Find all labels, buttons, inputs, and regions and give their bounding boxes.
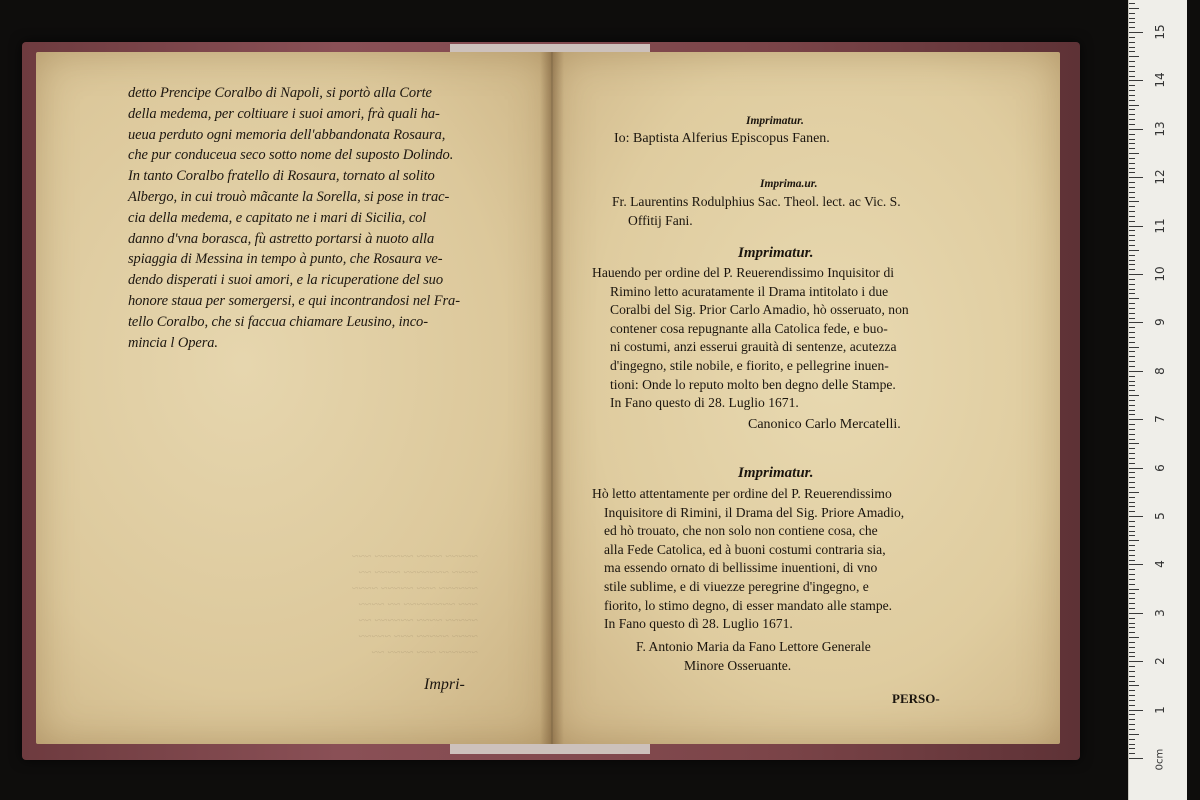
ruler-tick bbox=[1129, 139, 1135, 140]
ruler-tick bbox=[1129, 61, 1135, 62]
ruler-tick bbox=[1129, 550, 1135, 551]
ruler-tick bbox=[1129, 8, 1139, 9]
approval-line: ed hò trouato, che non solo non contiene cosa, che bbox=[604, 523, 878, 539]
ruler-tick bbox=[1129, 632, 1135, 633]
ruler-tick bbox=[1129, 3, 1135, 4]
ruler-tick bbox=[1129, 545, 1135, 546]
ruler-tick bbox=[1129, 637, 1139, 638]
ruler-tick bbox=[1129, 511, 1135, 512]
imprimatur-heading-2: Imprima.ur. bbox=[760, 178, 818, 190]
ruler-tick bbox=[1129, 230, 1135, 231]
ruler-tick bbox=[1129, 652, 1135, 653]
approval-line: ma essendo ornato di bellissime inuentioni, di vno bbox=[604, 560, 878, 576]
ruler-tick bbox=[1129, 424, 1135, 425]
ruler-tick bbox=[1129, 177, 1143, 178]
ruler-tick bbox=[1129, 492, 1139, 493]
left-line: che pur conduceua seco sotto nome del suposto Dolindo. bbox=[128, 147, 454, 164]
ruler-tick bbox=[1129, 37, 1135, 38]
ruler-tick bbox=[1129, 95, 1135, 96]
ruler-tick bbox=[1129, 221, 1135, 222]
ruler-number: 13 bbox=[1153, 121, 1167, 137]
ruler-tick bbox=[1129, 608, 1135, 609]
ruler-tick bbox=[1129, 124, 1135, 125]
approval-line: Coralbi del Sig. Prior Carlo Amadio, hò osseruato, non bbox=[610, 302, 909, 318]
left-line: Albergo, in cui trouò mãcante la Sorella, si pose in trac- bbox=[128, 188, 450, 205]
ruler-number: 15 bbox=[1153, 24, 1167, 40]
ruler-tick bbox=[1129, 729, 1135, 730]
ruler-tick bbox=[1129, 216, 1135, 217]
left-catchword: Impri- bbox=[424, 676, 465, 693]
ruler-number: 4 bbox=[1153, 560, 1167, 569]
left-line: spiaggia di Messina in tempo à punto, che Rosaura ve- bbox=[128, 251, 443, 268]
ruler-tick bbox=[1129, 540, 1139, 541]
ruler-tick bbox=[1129, 627, 1135, 628]
ruler-tick bbox=[1129, 143, 1135, 144]
imprimatur-heading-3: Imprimatur. bbox=[738, 245, 814, 261]
ruler-tick bbox=[1129, 371, 1143, 372]
ruler-tick bbox=[1129, 656, 1135, 657]
approval-line: Inquisitore di Rimini, il Drama del Sig. Priore Amadio, bbox=[604, 504, 905, 520]
imprimatur-heading-1: Imprimatur. bbox=[746, 115, 804, 127]
approval-line: tioni: Onde lo reputo molto ben degno delle Stampe. bbox=[610, 376, 896, 392]
ruler-tick bbox=[1129, 497, 1135, 498]
ruler-tick bbox=[1129, 700, 1135, 701]
ruler-tick bbox=[1129, 395, 1139, 396]
approval-line: In Fano questo di 28. Luglio 1671. bbox=[610, 395, 799, 411]
ruler-tick bbox=[1129, 758, 1143, 759]
ruler-tick bbox=[1129, 269, 1135, 270]
ruler-tick bbox=[1129, 134, 1135, 135]
ruler-tick bbox=[1129, 293, 1135, 294]
ruler-tick bbox=[1129, 347, 1139, 348]
ruler-tick bbox=[1129, 168, 1135, 169]
ruler-tick bbox=[1129, 448, 1135, 449]
approval-line: Rimino letto acuratamente il Drama intitolato i due bbox=[610, 283, 889, 299]
left-line: ueua perduto ogni memoria dell'abbandonata Rosaura, bbox=[128, 126, 446, 143]
mercatelli-signature: Canonico Carlo Mercatelli. bbox=[748, 417, 901, 432]
ruler-tick bbox=[1129, 410, 1135, 411]
ruler-tick bbox=[1129, 695, 1135, 696]
left-line: danno d'vna borasca, fù astretto portarsi à nuoto alla bbox=[128, 230, 435, 247]
ruler-tick bbox=[1129, 681, 1135, 682]
ruler-tick bbox=[1129, 250, 1139, 251]
ruler-tick bbox=[1129, 192, 1135, 193]
ruler-tick bbox=[1129, 502, 1135, 503]
ruler-tick bbox=[1129, 414, 1135, 415]
ruler-tick bbox=[1129, 274, 1143, 275]
ruler-tick bbox=[1129, 80, 1143, 81]
spine-band-bottom bbox=[450, 744, 650, 754]
ruler-number: 12 bbox=[1153, 169, 1167, 185]
ruler-tick bbox=[1129, 381, 1135, 382]
ruler-tick bbox=[1129, 584, 1135, 585]
left-page-text bbox=[128, 83, 528, 353]
ruler-tick bbox=[1129, 47, 1135, 48]
left-line: detto Prencipe Coralbo di Napoli, si portò alla Corte bbox=[128, 85, 432, 101]
book-gutter bbox=[540, 52, 564, 744]
ruler-tick bbox=[1129, 260, 1135, 261]
ruler-tick bbox=[1129, 753, 1135, 754]
ruler-tick bbox=[1129, 163, 1135, 164]
ruler-tick bbox=[1129, 76, 1135, 77]
approval-line: d'ingegno, stile nobile, e fiorito, e pellegrine inuen- bbox=[610, 357, 889, 373]
ruler-tick bbox=[1129, 400, 1135, 401]
ruler-tick bbox=[1129, 710, 1143, 711]
antonio-line: Minore Osseruante. bbox=[684, 657, 792, 673]
ruler-tick bbox=[1129, 589, 1139, 590]
ruler-tick bbox=[1129, 337, 1135, 338]
ruler-tick bbox=[1129, 434, 1135, 435]
ruler-tick bbox=[1129, 342, 1135, 343]
ruler-tick bbox=[1129, 535, 1135, 536]
ruler-tick bbox=[1129, 719, 1135, 720]
ruler-tick bbox=[1129, 405, 1135, 406]
ruler-tick bbox=[1129, 356, 1135, 357]
ruler-tick bbox=[1129, 322, 1143, 323]
approval-line: alla Fede Catolica, ed à buoni costumi contraria sia, bbox=[604, 541, 886, 557]
ruler-number: 6 bbox=[1153, 463, 1167, 472]
approval-line: In Fano questo dì 28. Luglio 1671. bbox=[604, 616, 793, 632]
approval-line: ni costumi, anzi esserui grauità di sentenze, acutezza bbox=[610, 339, 897, 355]
ruler-tick bbox=[1129, 100, 1135, 101]
ruler-tick bbox=[1129, 197, 1135, 198]
ruler-tick bbox=[1129, 308, 1135, 309]
ruler-tick bbox=[1129, 560, 1135, 561]
ruler-tick bbox=[1129, 158, 1135, 159]
ruler-tick bbox=[1129, 516, 1143, 517]
left-line: dendo disperati i suoi amori, e la ricuperatione del suo bbox=[128, 272, 443, 289]
ruler-tick bbox=[1129, 109, 1135, 110]
ruler-tick bbox=[1129, 685, 1139, 686]
ruler-tick bbox=[1129, 564, 1143, 565]
ruler-tick bbox=[1129, 526, 1135, 527]
ruler-tick bbox=[1129, 463, 1135, 464]
ruler-tick bbox=[1129, 690, 1135, 691]
ruler-tick bbox=[1129, 739, 1135, 740]
ruler-tick bbox=[1129, 85, 1135, 86]
ruler-tick bbox=[1129, 264, 1135, 265]
ruler-tick bbox=[1129, 593, 1135, 594]
ruler-tick bbox=[1129, 439, 1135, 440]
ruler-tick bbox=[1129, 66, 1135, 67]
left-line: In tanto Coralbo fratello di Rosaura, tornato al solito bbox=[128, 168, 435, 185]
ruler-tick bbox=[1129, 153, 1139, 154]
antonio-signature bbox=[636, 638, 871, 675]
antonio-line: F. Antonio Maria da Fano Lettore Generale bbox=[636, 639, 871, 654]
ruler-number: 1 bbox=[1153, 705, 1167, 714]
ruler-tick bbox=[1129, 206, 1135, 207]
ruler-tick bbox=[1129, 42, 1135, 43]
ruler-tick bbox=[1129, 642, 1135, 643]
approval-paragraph-2 bbox=[592, 485, 904, 634]
left-line: mincia l Opera. bbox=[128, 334, 218, 351]
ruler-tick bbox=[1129, 390, 1135, 391]
right-catchword: PERSO- bbox=[892, 691, 940, 706]
ruler-tick bbox=[1129, 129, 1143, 130]
ruler-tick bbox=[1129, 27, 1135, 28]
ruler-tick bbox=[1129, 453, 1135, 454]
ruler-tick bbox=[1129, 119, 1135, 120]
ruler-tick bbox=[1129, 579, 1135, 580]
ruler-tick bbox=[1129, 279, 1135, 280]
ruler-tick bbox=[1129, 361, 1135, 362]
ruler-tick bbox=[1129, 22, 1135, 23]
ruler-number: 14 bbox=[1153, 72, 1167, 89]
ruler-tick bbox=[1129, 18, 1135, 19]
ruler-tick bbox=[1129, 744, 1135, 745]
ruler-tick bbox=[1129, 458, 1135, 459]
ruler-tick bbox=[1129, 289, 1135, 290]
rodulphius-line: Fr. Laurentins Rodulphius Sac. Theol. lect. ac Vic. S. bbox=[612, 194, 901, 209]
left-line: cia della medema, e capitato ne i mari di Sicilia, col bbox=[128, 209, 427, 226]
ruler-tick bbox=[1129, 443, 1139, 444]
ruler-tick bbox=[1129, 13, 1135, 14]
ruler-number: 5 bbox=[1153, 512, 1167, 520]
ruler-tick bbox=[1129, 623, 1135, 624]
ruler-number: 2 bbox=[1153, 657, 1167, 666]
ruler-unit: 0cm bbox=[1154, 748, 1166, 771]
ruler-tick bbox=[1129, 172, 1135, 173]
ruler-tick bbox=[1129, 574, 1135, 575]
ruler-number: 11 bbox=[1153, 217, 1167, 234]
ruler-tick bbox=[1129, 366, 1135, 367]
left-line: honore staua per somergersi, e qui incontrandosi nel Fra- bbox=[128, 292, 460, 309]
ruler-tick bbox=[1129, 724, 1135, 725]
ruler-tick bbox=[1129, 56, 1139, 57]
ruler-tick bbox=[1129, 613, 1143, 614]
ruler-tick bbox=[1129, 487, 1135, 488]
ruler-tick bbox=[1129, 240, 1135, 241]
approval-line: stile sublime, e di viuezze peregrine d'ingegno, e bbox=[604, 578, 869, 594]
bleed-through-texture: ~~~~~ ~~~~ ~~~~~~ ~~~ ~~~~ ~~~~~~~ ~~~~ ~~ ~~~~~~ ~~~ ~~~~~ ~~~~ ~~~ ~~~~~~~~ ~~ ~~~~ ~~~~~ ~~~~ ~~~~~~ ~~ ~~~~ ~~~~~ ~~~ ~~~~~ ~~~~~~ ~~~ ~~~~ ~~ bbox=[352, 549, 478, 659]
ruler-tick bbox=[1129, 618, 1135, 619]
ruler-tick bbox=[1129, 235, 1135, 236]
ruler-tick bbox=[1129, 187, 1135, 188]
ruler-tick bbox=[1129, 666, 1135, 667]
left-line: tello Coralbo, che si faccua chiamare Leusino, inco- bbox=[128, 313, 428, 330]
ruler-tick bbox=[1129, 661, 1143, 662]
ruler-tick bbox=[1129, 714, 1135, 715]
ruler-tick bbox=[1129, 51, 1135, 52]
ruler-tick bbox=[1129, 748, 1135, 749]
ruler-tick bbox=[1129, 705, 1135, 706]
approval-line: Hauendo per ordine del P. Reuerendissimo Inquisitor di bbox=[592, 265, 895, 280]
approval-line: Hò letto attentamente per ordine del P. Reuerendissimo bbox=[592, 486, 892, 501]
ruler-number: 9 bbox=[1153, 318, 1167, 327]
imprimatur-heading-4: Imprimatur. bbox=[738, 465, 814, 481]
approval-line: fiorito, lo stimo degno, di esser mandato alle stampe. bbox=[604, 597, 893, 613]
ruler-tick bbox=[1129, 385, 1135, 386]
ruler-tick bbox=[1129, 32, 1143, 33]
ruler-number: 7 bbox=[1153, 415, 1167, 424]
approval-line: contener cosa repugnante alla Catolica fede, e buo- bbox=[610, 320, 888, 336]
ruler-tick bbox=[1129, 468, 1143, 469]
ruler-tick bbox=[1129, 531, 1135, 532]
measurement-ruler bbox=[1128, 0, 1187, 800]
ruler-tick bbox=[1129, 284, 1135, 285]
left-line: della medema, per coltiuare i suoi amori, frà quali ha- bbox=[128, 105, 440, 122]
ruler-tick bbox=[1129, 676, 1135, 677]
ruler-tick bbox=[1129, 482, 1135, 483]
ruler-tick bbox=[1129, 472, 1135, 473]
ruler-tick bbox=[1129, 114, 1135, 115]
ruler-tick bbox=[1129, 351, 1135, 352]
ruler-tick bbox=[1129, 71, 1135, 72]
ruler-tick bbox=[1129, 555, 1135, 556]
ruler-tick bbox=[1129, 201, 1139, 202]
ruler-tick bbox=[1129, 303, 1135, 304]
rodulphius-line: Offitij Fani. bbox=[628, 212, 693, 228]
ruler-tick bbox=[1129, 477, 1135, 478]
ruler-tick bbox=[1129, 506, 1135, 507]
ruler-tick bbox=[1129, 298, 1139, 299]
ruler-tick bbox=[1129, 647, 1135, 648]
ruler-tick bbox=[1129, 521, 1135, 522]
ruler-number: 3 bbox=[1153, 608, 1167, 617]
ruler-tick bbox=[1129, 671, 1135, 672]
ruler-tick bbox=[1129, 734, 1139, 735]
ruler-tick bbox=[1129, 211, 1135, 212]
ruler-tick bbox=[1129, 318, 1135, 319]
ruler-tick bbox=[1129, 419, 1143, 420]
approval-paragraph-1 bbox=[592, 264, 909, 413]
ruler-tick bbox=[1129, 313, 1135, 314]
ruler-number: 8 bbox=[1153, 366, 1167, 375]
ruler-tick bbox=[1129, 105, 1139, 106]
ruler-tick bbox=[1129, 327, 1135, 328]
ruler-tick bbox=[1129, 226, 1143, 227]
ruler-tick bbox=[1129, 603, 1135, 604]
ruler-tick bbox=[1129, 569, 1135, 570]
ruler-tick bbox=[1129, 255, 1135, 256]
ruler-tick bbox=[1129, 245, 1135, 246]
ruler-tick bbox=[1129, 376, 1135, 377]
rodulphius-signature bbox=[612, 193, 901, 230]
ruler-tick bbox=[1129, 429, 1135, 430]
ruler-tick bbox=[1129, 90, 1135, 91]
ruler-tick bbox=[1129, 148, 1135, 149]
ruler-tick bbox=[1129, 332, 1135, 333]
bishop-signature: Io: Baptista Alferius Episcopus Fanen. bbox=[614, 131, 830, 146]
ruler-tick bbox=[1129, 182, 1135, 183]
ruler-tick bbox=[1129, 598, 1135, 599]
ruler-number: 10 bbox=[1153, 266, 1167, 282]
